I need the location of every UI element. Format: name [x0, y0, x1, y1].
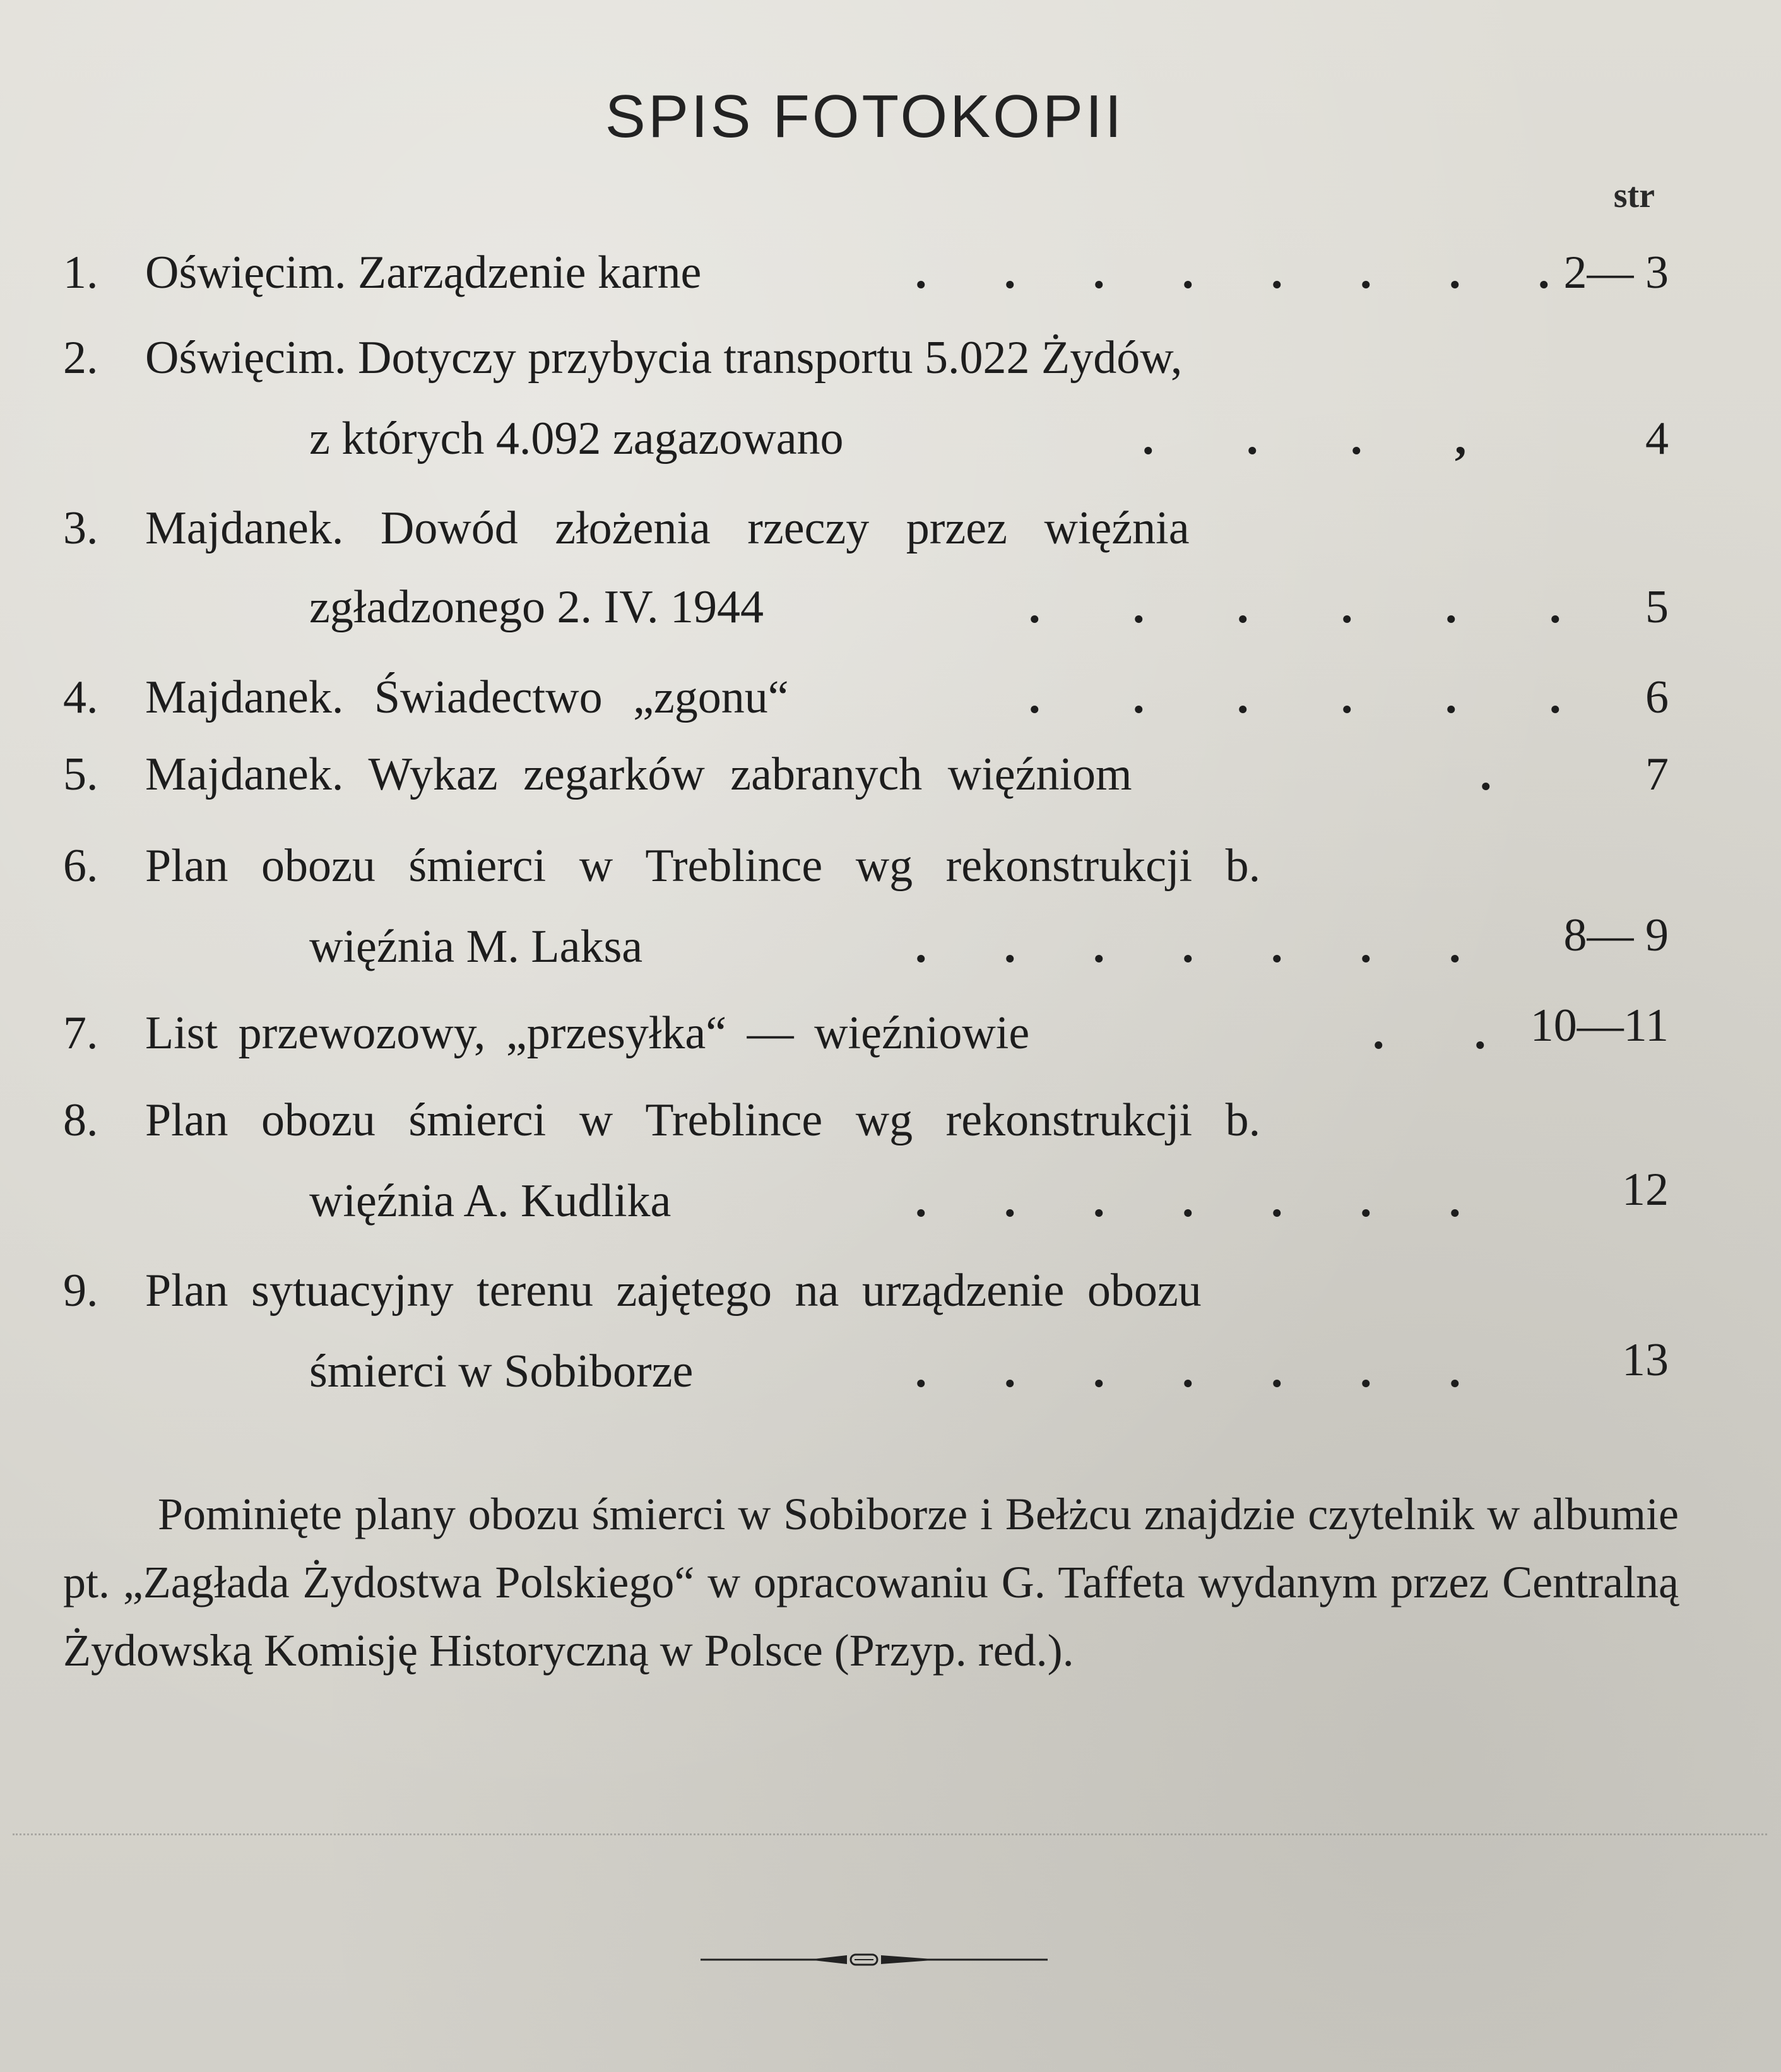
entry-title-continued: śmierci w Sobiborze [309, 1346, 694, 1397]
entry-title: Majdanek. Wykaz zegarków zabranych więźniom [145, 749, 1132, 800]
editorial-note: Pominięte plany obozu śmierci w Sobiborze i Bełżcu znajdzie czytelnik w albumie pt. „Zagłada Żydostwa Polskiego“ w opracowaniu G. Taffeta wydanym przez Centralną Żydowską Komisję Historyczną w Polsce (Przyp. red.). [63, 1489, 1679, 1676]
entry-title-continued: więźnia M. Laksa [309, 921, 643, 973]
entry-page: 12 [1622, 1164, 1669, 1216]
entry-title: List przewozowy, „przesyłka“ — więźniowie [145, 1007, 1030, 1059]
entry-page: 8— 9 [1563, 909, 1669, 961]
entry-number: 6. [63, 840, 98, 892]
page-column-label: str [1613, 176, 1655, 215]
page-fold-line [13, 1833, 1767, 1835]
entry-page: 13 [1622, 1334, 1669, 1386]
entry-page: 6 [1645, 672, 1669, 723]
leader-dots: . . . . . . . [915, 1175, 1494, 1227]
entry-title: Oświęcim. Dotyczy przybycia transportu 5.022 Żydów, [145, 332, 1183, 384]
entry-number: 3. [63, 502, 98, 554]
entry-number: 8. [63, 1094, 98, 1146]
entry-number: 2. [63, 332, 98, 384]
entry-page: 4 [1645, 413, 1669, 465]
entry-number: 9. [63, 1265, 98, 1317]
fleuron-divider-icon [701, 1947, 1048, 1972]
leader-dots: . [1480, 749, 1492, 800]
leader-dots: . . [1373, 1007, 1525, 1059]
entry-title-continued: więźnia A. Kudlika [309, 1175, 672, 1227]
entry-title: Oświęcim. Zarządzenie karne [145, 247, 702, 299]
leader-dots: . . . . . . . [915, 921, 1494, 973]
entry-title: Plan obozu śmierci w Treblince wg rekonstrukcji b. [145, 1094, 1261, 1146]
leader-dots: . . . . . . . [915, 1346, 1494, 1397]
entry-number: 5. [63, 749, 98, 800]
entry-title: Plan obozu śmierci w Treblince wg rekonstrukcji b. [145, 840, 1261, 892]
entry-page: 10—11 [1530, 1000, 1669, 1051]
entry-title-continued: zgładzonego 2. IV. 1944 [309, 581, 764, 633]
leader-dots: . . . . . . . . [915, 247, 1583, 299]
entry-page: 5 [1645, 581, 1669, 633]
entry-number: 1. [63, 247, 98, 299]
leader-dots: . . . . . . [1029, 672, 1602, 723]
entry-number: 4. [63, 672, 98, 723]
entry-number: 7. [63, 1007, 98, 1059]
page-title: SPIS FOTOKOPII [605, 83, 1125, 150]
entry-title: Majdanek. Dowód złożenia rzeczy przez więźnia [145, 502, 1190, 554]
entry-page: 7 [1645, 749, 1669, 800]
entry-title-continued: z których 4.092 zagazowano [309, 413, 844, 465]
entry-title: Plan sytuacyjny terenu zajętego na urządzenie obozu [145, 1265, 1202, 1317]
entry-page: 2— 3 [1563, 247, 1669, 299]
leader-dots: . . . , [1142, 413, 1507, 465]
leader-dots: . . . . . . [1029, 581, 1602, 633]
entry-title: Majdanek. Świadectwo „zgonu“ [145, 672, 789, 723]
